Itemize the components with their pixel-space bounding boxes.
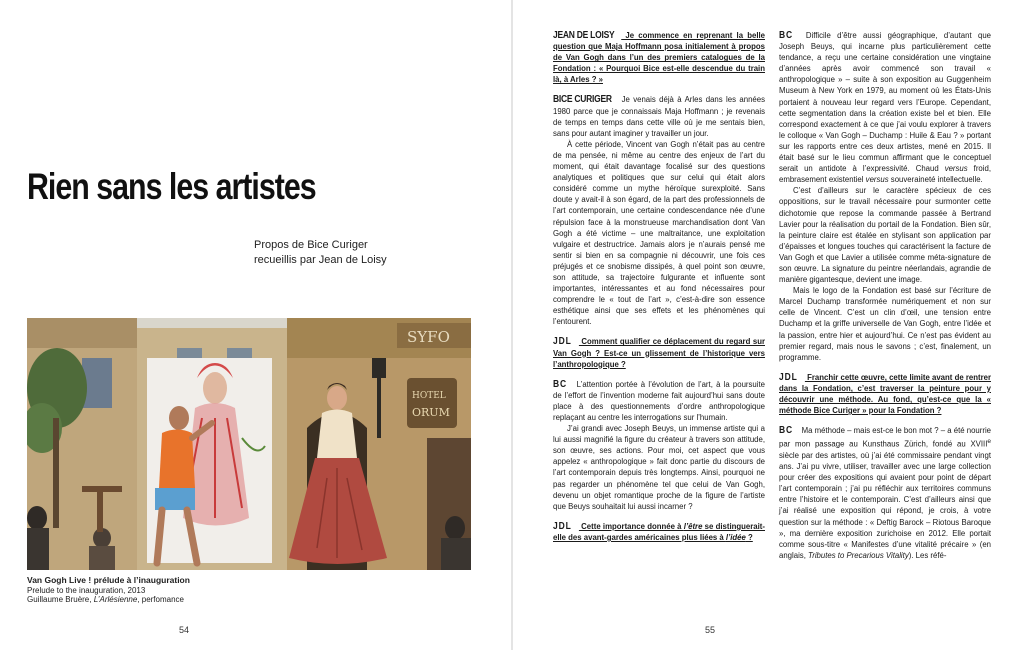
- text-column-2: [779, 30, 991, 570]
- answer-4: [779, 425, 991, 561]
- answer-3: [779, 30, 991, 363]
- answer-emphasis: versus: [944, 164, 968, 174]
- answer-paragraph: Mais le logo de la Fondation est basé sur l’écriture de Marcel Duchamp transformée numériquement et non sur celle de Vincent. C’est un clin d’œil, une tension entre Duchamp et la griffe universelle de Van Gogh, entre l’idée et la passion, entre hier et aujourd’hui. Ce n’est pas évident au premier regard, mais nous le savons ; c’est, finalement, un programme.: [779, 286, 991, 362]
- svg-text:ORUM: ORUM: [412, 406, 450, 419]
- answer-text: ). Les réfé-: [908, 550, 947, 560]
- answer-emphasis: versus: [865, 175, 889, 185]
- question-text: Comment qualifier ce déplacement du regard sur Van Gogh ? Est-ce un glissement de l’historique vers l’anthropologique ?: [553, 337, 765, 369]
- question-text: se distinguerait-elle des avant-gardes américaines plus liées à: [553, 521, 765, 542]
- svg-text:SYFO: SYFO: [407, 328, 450, 346]
- question-1: [553, 30, 765, 85]
- caption-title: Van Gogh Live ! prélude à l’inauguration: [27, 575, 190, 585]
- left-page: [0, 0, 511, 650]
- question-text: Je commence en reprenant la belle question que Maja Hoffmann posa initialement à propos de Van Gogh dans l’un des premiers catalogues de la Fondation : « Pourquoi Bice est-elle descendue du train là, à Arles ? »: [553, 31, 765, 85]
- answer-text: Je venais déjà à Arles dans les années 1980 parce que je connaissais Maja Hoffmann ; je revenais de temps en temps dans cette ville où je me sentais bien, sans pour autant imaginer y travailler un jour.: [553, 95, 765, 138]
- article-title: Rien sans les artistes: [27, 166, 316, 207]
- photo-illustration: [27, 318, 471, 570]
- svg-text:HOTEL: HOTEL: [412, 391, 446, 401]
- answer-paragraph: À cette période, Vincent van Gogh n’était pas au centre de ma pensée, ni même au centre des enjeux de l’art du moment, qui était davantage focalisé sur des questions analytiques et politiques que sur celui qui était alors considéré comme un mythe héroïque surexploité. Sans doute y avait-il à son égard, de la part des professionnels de l’art contemporain, une certaine condescendance née d’une répulsion face à la monstrueuse marchandisation dont Van Gogh a été victime – une maltraitance, une exploitation vulgaire et destructrice. Jamais alors je n’aurais pensé me sentir si bien en sa compagnie ni découvrir, une fois ces préjugés et ce snobisme dissipés, à quel point son œuvre, son attitude, sa trajectoire fulgurante et influente sont importantes, intéressantes et au fond nécessaires pour comprendre le « tout de l’art », c’est-à-dire son essence esthétique ainsi que ses effets et les phénomènes qui l’entourent.: [553, 139, 765, 327]
- question-text: Franchir cette œuvre, cette limite avant de rentrer dans la Fondation, c’est traverser la peinture pour y découvrir une méthode. Au fond, qu’est-ce que la « méthode Bice Curiger » pour la Fondation ?: [779, 372, 991, 416]
- answer-text: L’attention portée à l’évolution de l’art, à la poursuite de l’effort de l’invention moderne fait aujourd’hui sans doute place à des questionnements d’ordre anthropologique replaçant au centre les interrogations sur l’humain.: [553, 379, 765, 422]
- speaker-label: JDL: [553, 336, 572, 348]
- answer-text: Difficile d’être aussi géographique, d’autant que Joseph Beuys, qui incarne plus particulièrement cette tendance, a reçu une certaine considération une vingtaine d’années après avoir commencé son travail « anthropologique » – suite à son exposition au Guggenheim Museum à New York en 1979, au moment où les États-Unis portaient à nouveau leur regard vers l’Europe. Cependant, cette segmentation dans la création existe bel et bien. Elle correspond exactement à ce que j’ai voulu explorer à travers le colloque « Van Gogh – Duchamp : Huile & Eau ? » portant sur les rapports entre ces deux artistes, mené en 2015. Il était basé sur le lieu commun affirmant que le conceptuel serait un antidote à l’expressivité. Chaud: [779, 31, 991, 174]
- page-number-right: 55: [705, 625, 716, 635]
- speaker-label: JDL: [553, 520, 572, 532]
- byline-line-2: recueillis par Jean de Loisy: [254, 254, 387, 266]
- speaker-label: BC: [553, 378, 567, 390]
- question-4: [779, 372, 991, 416]
- speaker-label: JDL: [779, 371, 798, 383]
- speaker-label: BC: [779, 425, 793, 437]
- question-3: [553, 521, 765, 543]
- answer-paragraph: J’ai grandi avec Joseph Beuys, un immense artiste qui a lui aussi magnifié la figure du créateur à travers son attitude, son œuvre, ses actions. Pour moi, cet aspect que vous appelez « anthropologique » fait donc partie du discours de l’art contemporain depuis très longtemps. Ainsi, pourquoi ne pas regarder un phénomène tel que celui de Van Gogh, devenu un objet romantique proche de la figure de l’artiste que Beuys souhaitait lui aussi incarner ?: [553, 424, 765, 511]
- photo-caption: [27, 576, 190, 605]
- speaker-label: BICE CURIGER: [553, 94, 612, 106]
- century-suffix: e: [987, 438, 991, 446]
- question-text: ?: [745, 532, 753, 542]
- answer-text: siècle par des artistes, où j’ai été commissaire pendant vingt ans. J’ai pu vivre, utiliser, travailler avec une large collection pour créer des expositions qui avaient pour point de départ l’art contemporain ; j’ai pu réfléchir aux territoires communs entre l’histoire et le contemporain. C’est d’ailleurs ainsi que j’ai réalisé une exposition qui répond, je crois, à votre question sur la méthode : « Deftig Barock – Riotous Baroque », ma dernière exposition zurichoise en 2012. Elle portait comme sous-titre « Manifestes d’une vitalité précaire » (en anglais,: [779, 450, 991, 560]
- caption-credit-work: L’Arlésienne: [93, 595, 138, 604]
- speaker-label: BC: [779, 30, 793, 41]
- text-column-1: [553, 30, 765, 552]
- caption-subtitle: Prelude to the inauguration, 2013: [27, 585, 146, 595]
- answer-text: souveraineté intellectuelle.: [888, 175, 983, 185]
- caption-credit-type: , perfomance: [137, 595, 184, 604]
- question-text: Cette importance donnée à: [578, 521, 684, 531]
- caption-credit-name: Guillaume Bruère,: [27, 595, 94, 604]
- byline: [254, 238, 387, 268]
- performance-photo: [27, 318, 471, 570]
- question-2: [553, 336, 765, 369]
- question-emphasis: l’idée: [725, 532, 746, 542]
- answer-emphasis: Tributes to Precarious Vitality: [808, 550, 909, 560]
- answer-paragraph: C’est d’ailleurs sur le caractère spécieux de ces oppositions, sur le travail nécessaire pour surmonter cette dichotomie que repose la commande passée à Bertrand Lavier pour la réalisation du portail de la Fondation. Bien sûr, la peinture claire est étalée en stylisant son application par d’épaisses et longues touches qui caractérisent la facture de Van Gogh et que Lavier a utilisée comme méta-signature de son œuvre. La signature du peintre néerlandais, agrandie de manière gigantesque, devient une image.: [779, 186, 991, 285]
- answer-text: Ma méthode – mais est-ce le bon mot ? – a été nourrie par mon passage au Kunsthaus Zürich, fondé au: [779, 426, 992, 449]
- page-number-left: 54: [179, 625, 190, 635]
- byline-line-1: Propos de Bice Curiger: [254, 239, 368, 251]
- answer-1: [553, 94, 765, 327]
- century-numeral: XVIII: [970, 439, 988, 449]
- speaker-label: JEAN DE LOISY: [553, 30, 615, 41]
- question-emphasis: l’être: [683, 521, 703, 531]
- answer-2: [553, 379, 765, 512]
- caption-credit: [27, 595, 190, 605]
- answer-text: froid, embrasement existentiel: [779, 164, 992, 185]
